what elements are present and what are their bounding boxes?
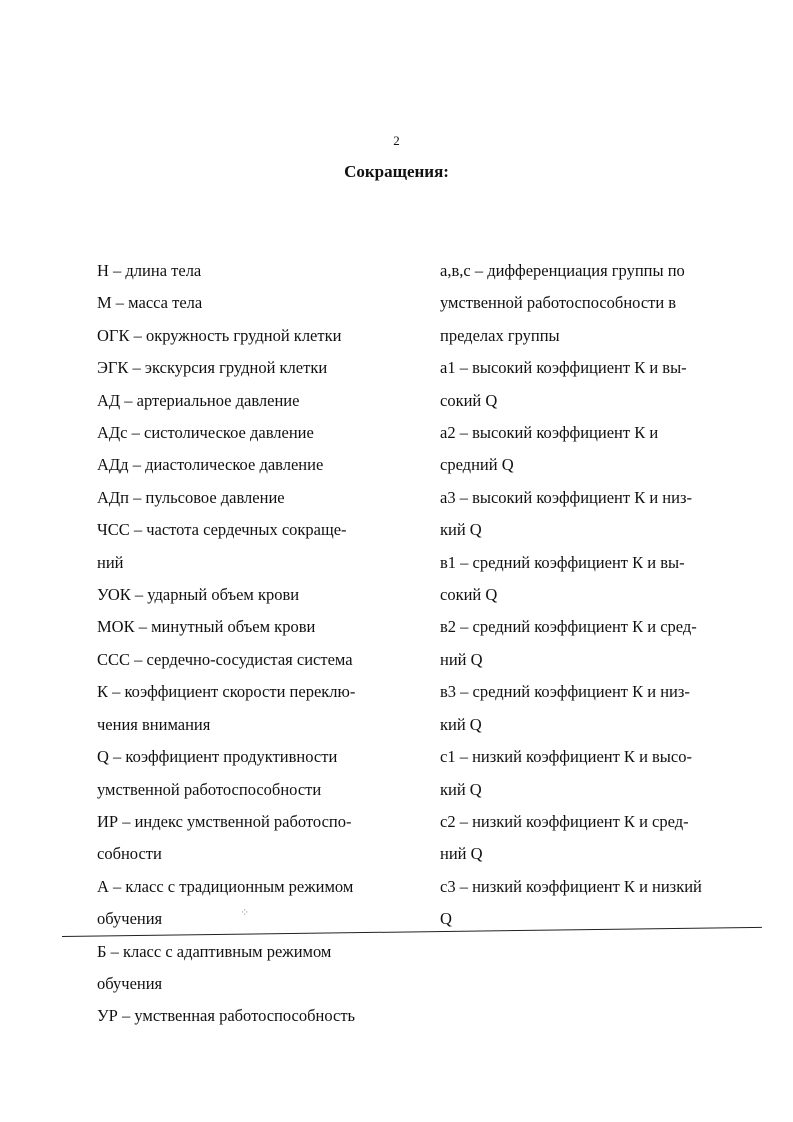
- abbreviation-line: обучения: [97, 973, 163, 993]
- abbreviation-line: ний Q: [440, 649, 483, 669]
- abbreviation-line: в1 – средний коэффициент К и вы-: [440, 552, 685, 572]
- abbreviation-line: К – коэффициент скорости переклю-: [97, 682, 356, 702]
- abbreviations-left-column: [97, 255, 417, 1033]
- abbreviation-line: сокий Q: [440, 585, 498, 605]
- scan-artifact-speck: ⁘: [240, 907, 250, 919]
- abbreviation-line: АД – артериальное давление: [97, 390, 300, 410]
- abbreviation-line: ЭГК – экскурсия грудной клетки: [97, 358, 328, 378]
- abbreviation-line: ЧСС – частота сердечных сокраще-: [97, 520, 347, 540]
- abbreviation-line: ИР – индекс умственной работоспо-: [97, 811, 352, 831]
- abbreviation-line: сокий Q: [440, 390, 498, 410]
- abbreviation-line: кий Q: [440, 520, 482, 540]
- abbreviation-line: Н – длина тела: [97, 261, 202, 280]
- page-title: Сокращения:: [344, 162, 449, 181]
- abbreviation-line: М – масса тела: [97, 293, 203, 313]
- abbreviation-line: А – класс с традиционным режимом: [97, 876, 354, 896]
- abbreviation-line: собности: [97, 844, 162, 864]
- abbreviation-line: ОГК – окружность грудной клетки: [97, 325, 342, 345]
- abbreviation-line: обучения: [97, 909, 163, 929]
- abbreviation-line: АДп – пульсовое давление: [97, 487, 285, 507]
- page-number: 2: [393, 133, 400, 148]
- abbreviation-line: пределах группы: [440, 325, 560, 345]
- abbreviation-line: с3 – низкий коэффициент К и низкий: [440, 876, 702, 896]
- abbreviation-line: ний Q: [440, 844, 483, 864]
- abbreviation-line: УОК – ударный объем крови: [97, 585, 300, 605]
- abbreviation-line: в2 – средний коэффициент К и сред-: [440, 617, 697, 637]
- abbreviation-line: кий Q: [440, 714, 482, 734]
- abbreviation-line: а3 – высокий коэффициент К и низ-: [440, 487, 692, 507]
- abbreviation-line: а2 – высокий коэффициент К и: [440, 423, 659, 443]
- abbreviation-line: в3 – средний коэффициент К и низ-: [440, 682, 690, 702]
- abbreviation-line: АДд – диастолическое давление: [97, 455, 324, 475]
- abbreviation-line: умственной работоспособности в: [440, 293, 677, 313]
- abbreviation-line: Б – класс с адаптивным режимом: [97, 941, 332, 961]
- abbreviation-line: УР – умственная работоспособность: [97, 1006, 356, 1026]
- abbreviation-line: а,в,с – дифференциация группы по: [440, 261, 685, 280]
- abbreviation-line: Q – коэффициент продуктивности: [97, 747, 338, 767]
- abbreviation-line: ССС – сердечно-сосудистая система: [97, 649, 353, 669]
- abbreviation-line: умственной работоспособности: [97, 779, 322, 799]
- abbreviation-line: а1 – высокий коэффициент К и вы-: [440, 358, 687, 378]
- abbreviation-line: с2 – низкий коэффициент К и сред-: [440, 811, 689, 831]
- abbreviation-line: с1 – низкий коэффициент К и высо-: [440, 747, 692, 767]
- abbreviation-line: Q: [440, 909, 452, 929]
- abbreviation-line: средний Q: [440, 455, 514, 475]
- abbreviation-line: чения внимания: [97, 714, 211, 734]
- abbreviation-line: ний: [97, 552, 124, 572]
- abbreviations-right-column: [440, 255, 760, 936]
- abbreviation-line: кий Q: [440, 779, 482, 799]
- abbreviation-line: МОК – минутный объем крови: [97, 617, 316, 637]
- abbreviation-line: АДс – систолическое давление: [97, 423, 314, 443]
